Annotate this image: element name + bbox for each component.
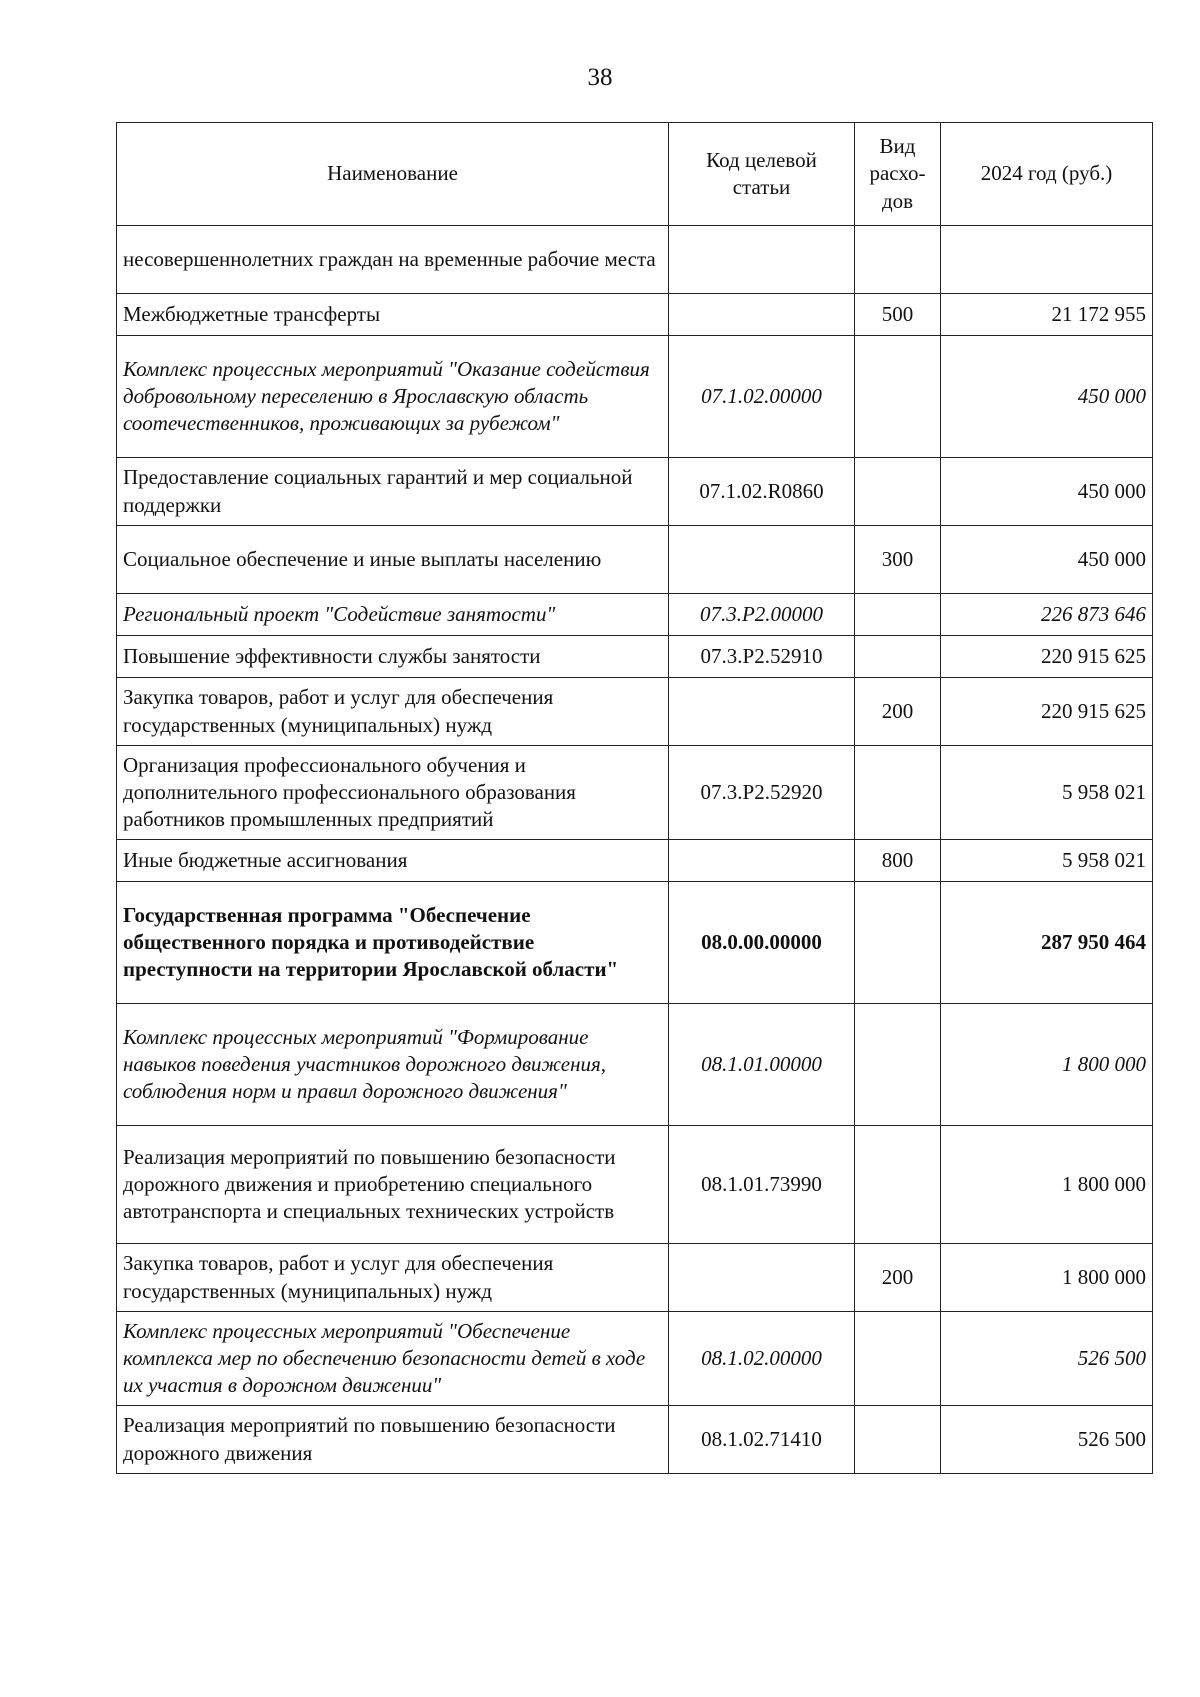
table-row (117, 678, 1153, 746)
header-name: Наименование (117, 123, 669, 226)
cell-name: Межбюджетные трансферты (117, 294, 669, 336)
cell-code: 07.3.Р2.52910 (669, 636, 855, 678)
table-row (117, 1004, 1153, 1126)
cell-name: Закупка товаров, работ и услуг для обеспечения государственных (муниципальных) нужд (117, 1244, 669, 1312)
table-row (117, 636, 1153, 678)
cell-code: 07.3.Р2.00000 (669, 594, 855, 636)
cell-amount: 450 000 (941, 526, 1153, 594)
cell-amount: 5 958 021 (941, 840, 1153, 882)
cell-amount: 21 172 955 (941, 294, 1153, 336)
cell-amount: 226 873 646 (941, 594, 1153, 636)
cell-name: несовершеннолетних граждан на временные рабочие места (117, 226, 669, 294)
header-code: Код целевой статьи (669, 123, 855, 226)
table-row (117, 226, 1153, 294)
header-amount: 2024 год (руб.) (941, 123, 1153, 226)
cell-code: 08.1.02.71410 (669, 1406, 855, 1474)
cell-name: Комплекс процессных мероприятий "Оказание содействия добровольному переселению в Ярославскую область соотечественников, проживающих за рубежом" (117, 336, 669, 458)
table-row (117, 526, 1153, 594)
cell-code (669, 226, 855, 294)
cell-code (669, 678, 855, 746)
table-row (117, 458, 1153, 526)
budget-table (116, 122, 1153, 1474)
cell-amount (941, 226, 1153, 294)
cell-amount: 220 915 625 (941, 678, 1153, 746)
cell-type: 500 (855, 294, 941, 336)
cell-code (669, 840, 855, 882)
cell-type (855, 458, 941, 526)
cell-amount: 450 000 (941, 458, 1153, 526)
cell-name: Повышение эффективности службы занятости (117, 636, 669, 678)
cell-type (855, 1126, 941, 1244)
table-row (117, 336, 1153, 458)
cell-code: 08.1.01.00000 (669, 1004, 855, 1126)
cell-code (669, 294, 855, 336)
table-header-row (117, 123, 1153, 226)
cell-type: 200 (855, 678, 941, 746)
table-row (117, 882, 1153, 1004)
cell-type (855, 594, 941, 636)
cell-amount: 450 000 (941, 336, 1153, 458)
cell-type (855, 1312, 941, 1406)
cell-name: Комплекс процессных мероприятий "Формирование навыков поведения участников дорожного движения, соблюдения норм и правил дорожного движения" (117, 1004, 669, 1126)
table-row (117, 1312, 1153, 1406)
header-type: Вид расхо-дов (855, 123, 941, 226)
cell-type (855, 636, 941, 678)
cell-type: 200 (855, 1244, 941, 1312)
cell-code: 07.3.Р2.52920 (669, 746, 855, 840)
page-number: 38 (587, 64, 613, 91)
table-row (117, 840, 1153, 882)
cell-amount: 1 800 000 (941, 1126, 1153, 1244)
cell-code (669, 526, 855, 594)
table-row (117, 746, 1153, 840)
cell-name: Региональный проект "Содействие занятости" (117, 594, 669, 636)
cell-name: Реализация мероприятий по повышению безопасности дорожного движения (117, 1406, 669, 1474)
cell-amount: 220 915 625 (941, 636, 1153, 678)
cell-name: Реализация мероприятий по повышению безопасности дорожного движения и приобретению специального автотранспорта и специальных технических устройств (117, 1126, 669, 1244)
cell-amount: 526 500 (941, 1312, 1153, 1406)
table-row (117, 594, 1153, 636)
cell-type (855, 1406, 941, 1474)
cell-code: 08.1.01.73990 (669, 1126, 855, 1244)
cell-type (855, 882, 941, 1004)
cell-amount: 1 800 000 (941, 1004, 1153, 1126)
cell-amount: 1 800 000 (941, 1244, 1153, 1312)
table-row (117, 1126, 1153, 1244)
cell-amount: 5 958 021 (941, 746, 1153, 840)
cell-type (855, 746, 941, 840)
cell-name: Социальное обеспечение и иные выплаты населению (117, 526, 669, 594)
cell-name: Закупка товаров, работ и услуг для обеспечения государственных (муниципальных) нужд (117, 678, 669, 746)
cell-type: 800 (855, 840, 941, 882)
table-row (117, 1244, 1153, 1312)
cell-amount: 287 950 464 (941, 882, 1153, 1004)
table-row (117, 1406, 1153, 1474)
cell-code: 08.0.00.00000 (669, 882, 855, 1004)
cell-code: 07.1.02.00000 (669, 336, 855, 458)
cell-name: Иные бюджетные ассигнования (117, 840, 669, 882)
cell-amount: 526 500 (941, 1406, 1153, 1474)
cell-type (855, 336, 941, 458)
table-row (117, 294, 1153, 336)
cell-type (855, 1004, 941, 1126)
cell-type (855, 226, 941, 294)
cell-type: 300 (855, 526, 941, 594)
cell-name: Комплекс процессных мероприятий "Обеспечение комплекса мер по обеспечению безопасности детей в ходе их участия в дорожном движении" (117, 1312, 669, 1406)
cell-code: 08.1.02.00000 (669, 1312, 855, 1406)
cell-code (669, 1244, 855, 1312)
cell-code: 07.1.02.R0860 (669, 458, 855, 526)
cell-name: Организация профессионального обучения и дополнительного профессионального образования работников промышленных предприятий (117, 746, 669, 840)
cell-name: Государственная программа "Обеспечение общественного порядка и противодействие преступности на территории Ярославской области" (117, 882, 669, 1004)
cell-name: Предоставление социальных гарантий и мер социальной поддержки (117, 458, 669, 526)
